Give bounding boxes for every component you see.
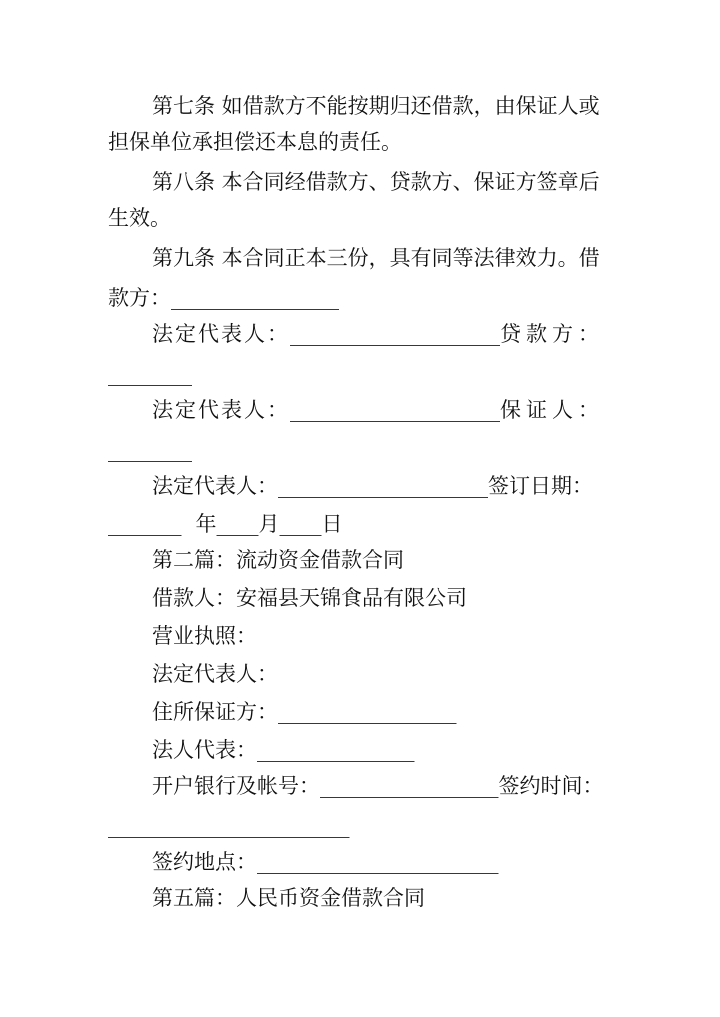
bank-account-blank: _________________ bbox=[320, 774, 499, 798]
month-blank: ____ bbox=[216, 512, 259, 536]
guarantor-address-line bbox=[152, 698, 457, 726]
sign-time-blank: _______________________ bbox=[108, 814, 350, 838]
legal-rep-blank: ____________________ bbox=[290, 398, 500, 422]
legal-rep-blank: ____________________ bbox=[278, 474, 488, 498]
article-9-line-2: 款方：________________ bbox=[108, 286, 339, 310]
legal-person-line bbox=[152, 736, 415, 764]
sign-time-label: 签约时间： bbox=[498, 774, 604, 798]
guarantor-address-blank: _________________ bbox=[278, 700, 457, 724]
month-label: 月 bbox=[258, 512, 280, 536]
guarantor-address-label: 住所保证方： bbox=[152, 700, 278, 724]
guarantor-blank: ________ bbox=[108, 438, 192, 462]
legal-rep-label: 法定代表人： bbox=[152, 322, 290, 346]
bank-account-label: 开户银行及帐号： bbox=[152, 774, 320, 798]
guarantor-rep-line bbox=[152, 396, 604, 424]
day-label: 日 bbox=[321, 512, 343, 536]
legal-rep-label: 法定代表人： bbox=[152, 398, 290, 422]
legal-person-blank: _______________ bbox=[257, 738, 415, 762]
legal-rep-line: 法定代表人： bbox=[152, 662, 278, 686]
business-license-line: 营业执照： bbox=[152, 624, 257, 648]
legal-rep-label: 法定代表人： bbox=[152, 474, 278, 498]
lender-rep-line bbox=[152, 320, 604, 348]
sign-date-label: 签订日期： bbox=[488, 474, 593, 498]
year-blank: _______ bbox=[108, 512, 182, 536]
article-7-line-1: 第七条 如借款方不能按期归还借款，由保证人或 bbox=[152, 94, 600, 118]
legal-person-label: 法人代表： bbox=[152, 738, 257, 762]
borrower-line: 借款人：安福县天锦食品有限公司 bbox=[152, 586, 467, 610]
sign-date-line bbox=[108, 510, 343, 538]
day-blank: ____ bbox=[279, 512, 322, 536]
chapter-5-title: 第五篇：人民币资金借款合同 bbox=[152, 886, 425, 910]
sign-place-blank: _______________________ bbox=[257, 850, 499, 874]
article-8-line-1: 第八条 本合同经借款方、贷款方、保证方签章后 bbox=[152, 170, 600, 194]
third-rep-line bbox=[152, 472, 593, 500]
sign-place-label: 签约地点： bbox=[152, 850, 257, 874]
year-label: 年 bbox=[195, 512, 217, 536]
chapter-2-title: 第二篇：流动资金借款合同 bbox=[152, 548, 404, 572]
guarantor-label: 保证人： bbox=[500, 398, 604, 422]
lender-label: 贷款方： bbox=[500, 322, 604, 346]
sign-place-line bbox=[152, 848, 499, 876]
article-8-line-2: 生效。 bbox=[108, 206, 171, 230]
lender-blank: ________ bbox=[108, 362, 192, 386]
bank-account-line bbox=[152, 772, 604, 800]
article-7-line-2: 担保单位承担偿还本息的责任。 bbox=[108, 130, 402, 154]
article-9-line-1: 第九条 本合同正本三份，具有同等法律效力。借 bbox=[152, 246, 600, 270]
legal-rep-blank: ____________________ bbox=[290, 322, 500, 346]
